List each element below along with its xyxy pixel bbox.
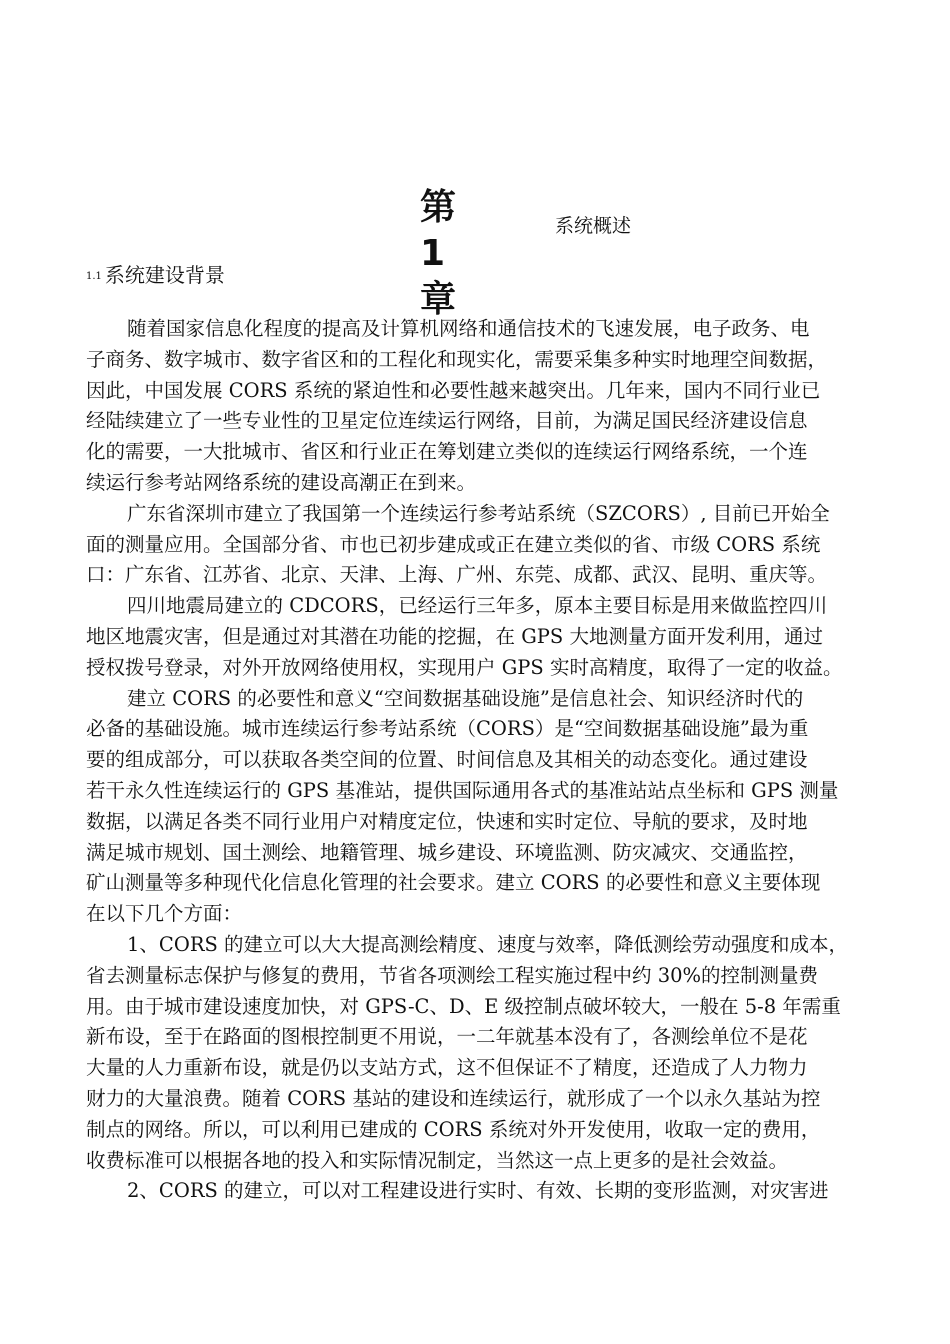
text-line: 必备的基础设施。城市连续运行参考站系统（CORS）是“空间数据基础设施”最为重 — [86, 717, 809, 741]
text-line: 要的组成部分，可以获取各类空间的位置、时间信息及其相关的动态变化。通过建设 — [86, 748, 808, 772]
chapter-label — [420, 185, 495, 323]
text-line: 广东省深圳市建立了我国第一个连续运行参考站系统（SZCORS）, 目前已开始全 — [127, 501, 830, 525]
text-line: 2、CORS 的建立，可以对工程建设进行实时、有效、长期的变形监测，对灾害进 — [127, 1179, 829, 1203]
text-line: 化的需要，一大批城市、省区和行业正在筹划建立类似的连续运行网络系统，一个连 — [86, 440, 808, 464]
text-line: 用。由于城市建设速度加快，对 GPS-C、D、E 级控制点破坏较大，一般在 5-8 年需重 — [86, 994, 841, 1018]
text-line: 随着国家信息化程度的提高及计算机网络和通信技术的飞速发展，电子政务、电 — [127, 317, 810, 340]
text-line: 建立 CORS 的必要性和意义“空间数据基础设施”是信息社会、知识经济时代的 — [127, 686, 804, 710]
text-line: 因此，中国发展 CORS 系统的紧迫性和必要性越来越突出。几年来，国内不同行业已 — [86, 378, 821, 402]
text-line: 1、CORS 的建立可以大大提高测绘精度、速度与效率，降低测绘劳动强度和成本， — [127, 932, 849, 956]
text-line: 子商务、数字城市、数字省区和的工程化和现实化，需要采集多种实时地理空间数据， — [86, 347, 828, 371]
text-line: 四川地震局建立的 CDCORS，已经运行三年多，原本主要目标是用来做监控四川 — [127, 594, 828, 618]
text-line: 矿山测量等多种现代化信息化管理的社会要求。建立 CORS 的必要性和意义主要体现 — [86, 871, 821, 895]
text-line: 收费标准可以根据各地的投入和实际情况制定，当然这一点上更多的是社会效益。 — [86, 1148, 789, 1172]
text-line: 满足城市规划、国土测绘、地籍管理、城乡建设、环境监测、防灾减灾、交通监控， — [86, 840, 808, 864]
text-line: 数据，以满足各类不同行业用户对精度定位，快速和实时定位、导航的要求，及时地 — [86, 809, 808, 833]
text-line: 财力的大量浪费。随着 CORS 基站的建设和连续运行，就形成了一个以永久基站为控 — [86, 1086, 821, 1110]
section-title: 系统建设背景 — [104, 263, 225, 287]
text-line: 口：广东省、江苏省、北京、天津、上海、广州、东莞、成都、武汉、昆明、重庆等。 — [86, 563, 828, 587]
text-line: 授权拨号登录，对外开放网络使用权，实现用户 GPS 实时高精度，取得了一定的收益。 — [86, 655, 843, 679]
text-line: 省去测量标志保护与修复的费用，节省各项测绘工程实施过程中约 30%的控制测量费 — [86, 963, 819, 987]
body-text — [86, 314, 886, 1207]
text-line: 制点的网络。所以，可以利用已建成的 CORS 系统对外开发使用，收取一定的费用， — [86, 1117, 821, 1141]
text-line: 新布设，至于在路面的图根控制更不用说，一二年就基本没有了，各测绘单位不是花 — [86, 1025, 808, 1049]
section-heading — [86, 261, 225, 289]
text-line: 面的测量应用。全国部分省、市也已初步建成或正在建立类似的省、市级 CORS 系统 — [86, 532, 821, 556]
text-line: 在以下几个方面： — [86, 902, 243, 926]
text-line: 若干永久性连续运行的 GPS 基准站，提供国际通用各式的基准站站点坐标和 GPS 测量 — [86, 778, 839, 802]
text-line: 续运行参考站网络系统的建设高潮正在到来。 — [86, 470, 477, 494]
text-line: 地区地震灾害，但是通过对其潜在功能的挖掘，在 GPS 大地测量方面开发利用，通过 — [86, 624, 823, 648]
text-line: 经陆续建立了一些专业性的卫星定位连续运行网络，目前，为满足国民经济建设信息 — [86, 409, 808, 433]
section-number: 1.1 — [86, 271, 102, 282]
chapter-label-line2: 章 — [420, 279, 459, 320]
chapter-label-line1: 第 1 — [420, 187, 459, 274]
chapter-title: 系统概述 — [555, 215, 632, 237]
text-line: 大量的人力重新布设，就是仍以支站方式，这不但保证不了精度，还造成了人力物力 — [86, 1056, 808, 1080]
